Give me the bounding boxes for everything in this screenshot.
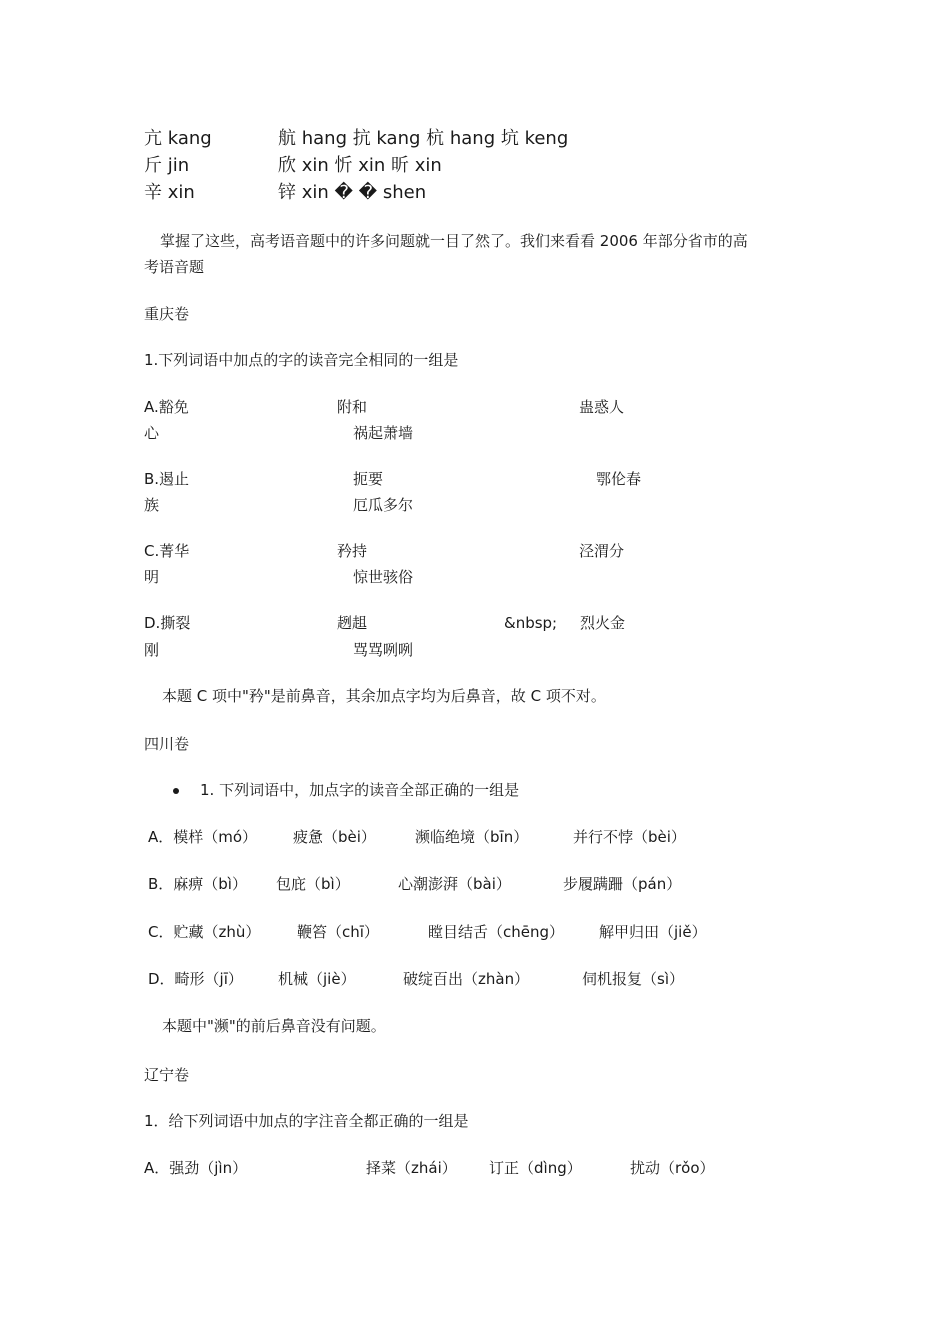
option-a-word-2: 附和 [337,398,368,416]
option-d-nbsp-artifact: &nbsp; [504,614,558,632]
intro-line-1: 掌握了这些，高考语音题中的许多问题就一目了然了。我们来看看 2006 年部分省市的高 [160,232,748,250]
option-a-word-4: 祸起萧墙 [353,424,414,442]
liaoning-option-a-4: 扰动（rǒo） [630,1159,715,1177]
intro-line-2: 考语音题 [144,258,205,276]
sichuan-option-d-1: D．畸形（jī） [148,970,243,988]
option-d-word-3-cont: 刚 [144,641,160,659]
question-liaoning: 1．给下列词语中加点的字注音全都正确的一组是 [144,1112,469,1130]
liaoning-option-a-2: 择菜（zhái） [366,1159,457,1177]
option-c-word-3-cont: 明 [144,568,160,586]
option-d-word-2: 趔趄 [337,614,368,632]
option-d-word-4: 骂骂咧咧 [353,641,414,659]
option-a-word-3-cont: 心 [144,424,160,442]
pinyin-row-3-col2: 锌 xin � � shen [278,182,427,203]
sichuan-option-c-2: 鞭笞（chī） [297,923,379,941]
pinyin-row-1-col1: 亢 kang [144,128,212,149]
option-a-word-3: 蛊惑人 [579,398,625,416]
option-c-word-4: 惊世骇俗 [353,568,414,586]
section-heading-liaoning: 辽宁卷 [144,1066,190,1084]
sichuan-option-c-1: C．贮藏（zhù） [148,923,261,941]
option-c-word-3: 泾渭分 [579,542,625,560]
section-heading-chongqing: 重庆卷 [144,305,190,323]
option-b-word-3-cont: 族 [144,496,160,514]
option-c-word-2: 矜持 [337,542,368,560]
section-heading-sichuan: 四川卷 [144,735,190,753]
sichuan-option-d-2: 机械（jiè） [278,970,356,988]
option-b-word-3: 鄂伦春 [596,470,642,488]
option-b-word-4: 厄瓜多尔 [353,496,414,514]
pinyin-row-2-col1: 斤 jin [144,155,190,176]
sichuan-option-d-3: 破绽百出（zhàn） [403,970,530,988]
option-d-word-1: D.撕裂 [144,614,191,632]
option-a-word-1: A.豁免 [144,398,189,416]
option-c-word-1: C.菁华 [144,542,190,560]
liaoning-option-a-3: 订正（dìng） [489,1159,582,1177]
pinyin-row-2-col2: 欣 xin 忻 xin 昕 xin [278,155,442,176]
pinyin-row-3-col1: 辛 xin [144,182,195,203]
sichuan-option-b-1: B．麻痹（bì） [148,875,247,893]
sichuan-option-c-3: 瞠目结舌（chēng） [428,923,565,941]
sichuan-option-a-2: 疲惫（bèi） [293,828,376,846]
sichuan-option-b-2: 包庇（bì） [276,875,350,893]
option-b-word-2: 扼要 [353,470,384,488]
sichuan-option-a-4: 并行不悖（bèi） [573,828,686,846]
question-chongqing: 1.下列词语中加点的字的读音完全相同的一组是 [144,351,459,369]
explanation-sichuan: 本题中"濒"的前后鼻音没有问题。 [162,1017,386,1035]
sichuan-option-b-4: 步履蹒跚（pán） [563,875,682,893]
explanation-chongqing: 本题 C 项中"矜"是前鼻音，其余加点字均为后鼻音，故 C 项不对。 [162,687,606,705]
sichuan-option-a-3: 濒临绝境（bīn） [415,828,529,846]
sichuan-option-d-4: 伺机报复（sì） [582,970,684,988]
sichuan-option-c-4: 解甲归田（jiě） [599,923,707,941]
bullet-icon [173,788,179,794]
sichuan-option-a-1: A．模样（mó） [148,828,258,846]
option-d-word-3: 烈火金 [580,614,626,632]
sichuan-option-b-3: 心潮澎湃（bài） [398,875,511,893]
pinyin-row-1-col2: 航 hang 抗 kang 杭 hang 坑 keng [278,128,569,149]
option-b-word-1: B.遏止 [144,470,190,488]
question-sichuan: 1. 下列词语中，加点字的读音全部正确的一组是 [200,781,520,799]
liaoning-option-a-1: A．强劲（jìn） [144,1159,248,1177]
